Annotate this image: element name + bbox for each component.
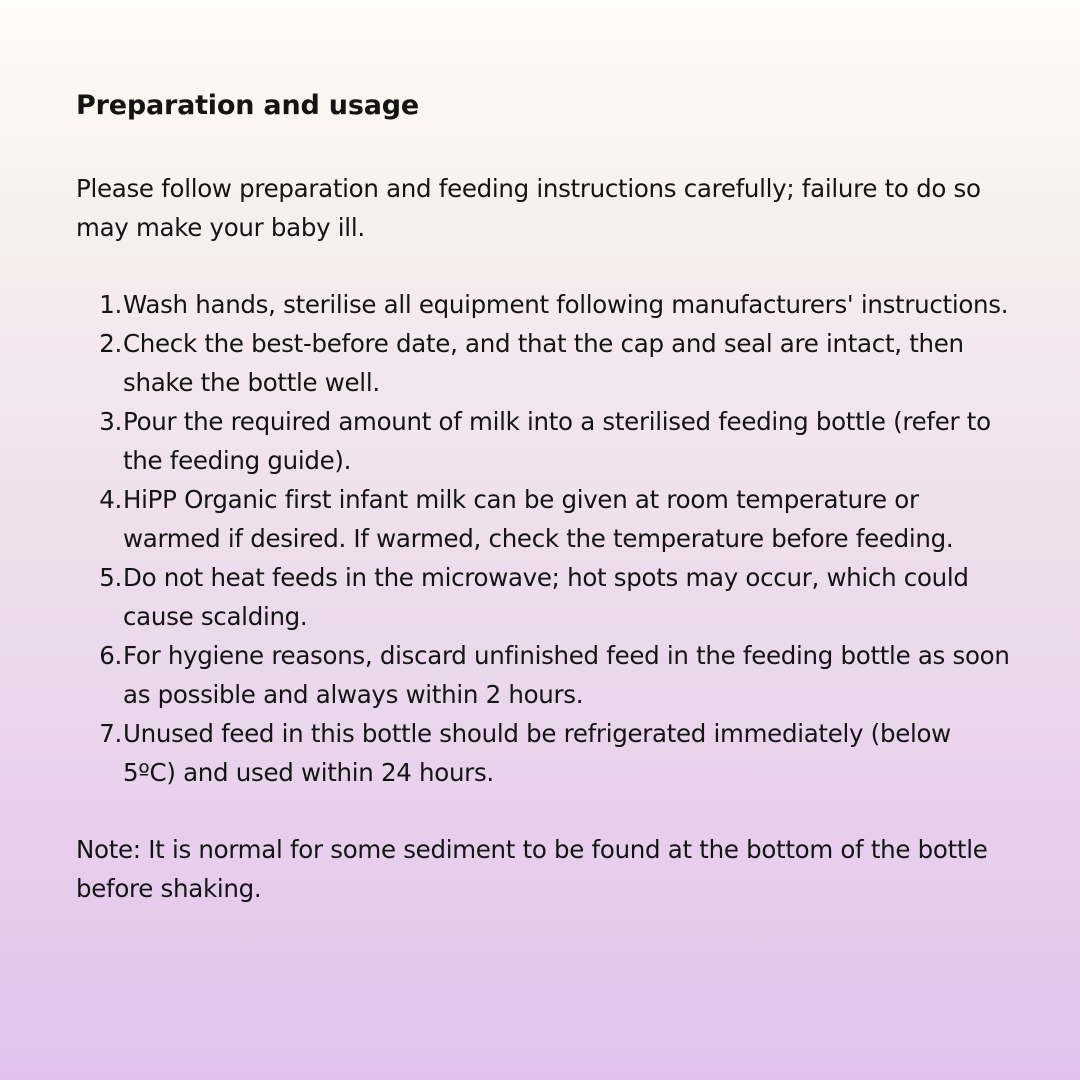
step-text: Unused feed in this bottle should be refrigerated immediately (below 5ºC) and used within 24 hours. <box>123 719 951 787</box>
step-number: 1. <box>99 290 122 319</box>
step-number: 4. <box>99 485 122 514</box>
step-number: 6. <box>99 641 122 670</box>
list-item <box>76 324 1010 402</box>
step-text: Check the best-before date, and that the cap and seal are intact, then shake the bottle well. <box>123 329 964 397</box>
step-number: 2. <box>99 329 122 358</box>
intro-paragraph: Please follow preparation and feeding instructions carefully; failure to do so may make your baby ill. <box>76 174 981 242</box>
step-text: Pour the required amount of milk into a sterilised feeding bottle (refer to the feeding guide). <box>123 407 991 475</box>
list-item <box>76 636 1010 714</box>
step-number: 3. <box>99 407 122 436</box>
step-text: Do not heat feeds in the microwave; hot spots may occur, which could cause scalding. <box>123 563 969 631</box>
step-text: For hygiene reasons, discard unfinished feed in the feeding bottle as soon as possible and always within 2 hours. <box>123 641 1010 709</box>
list-item <box>76 402 1010 480</box>
list-item <box>76 480 1010 558</box>
list-item <box>76 714 1010 792</box>
note-paragraph: Note: It is normal for some sediment to be found at the bottom of the bottle before shaking. <box>76 835 988 903</box>
step-text: HiPP Organic first infant milk can be given at room temperature or warmed if desired. If warmed, check the temperature before feeding. <box>123 485 954 553</box>
step-number: 7. <box>99 719 122 748</box>
page-title: Preparation and usage <box>76 90 419 121</box>
list-item <box>76 558 1010 636</box>
step-number: 5. <box>99 563 122 592</box>
steps-list <box>76 285 1010 792</box>
step-text: Wash hands, sterilise all equipment following manufacturers' instructions. <box>123 290 1009 319</box>
list-item <box>76 285 1010 324</box>
